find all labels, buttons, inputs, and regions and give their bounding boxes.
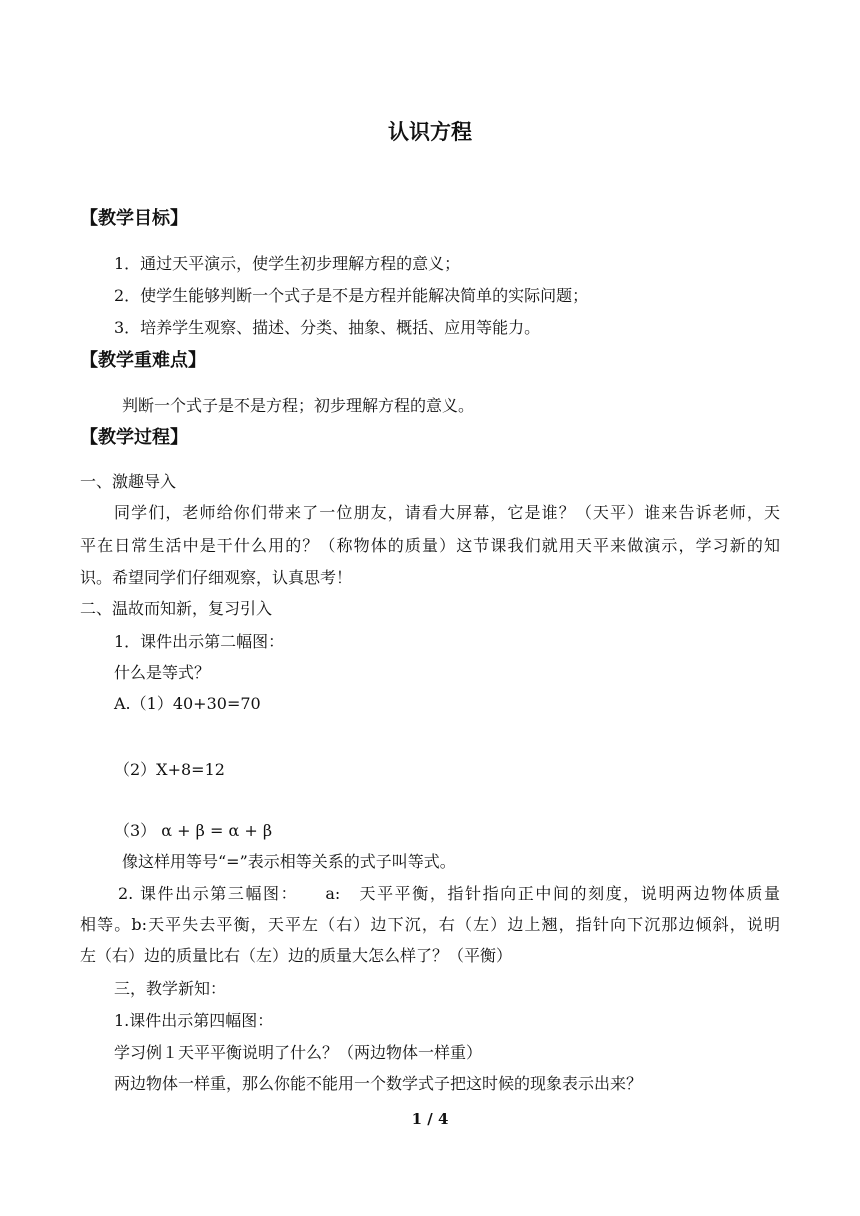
heading-key-points: 【教学重难点】 <box>80 350 206 371</box>
part3-title: 三，教学新知： <box>114 979 227 998</box>
part2-item-2-line-2: 相等。b:天平失去平衡，天平左（右）边下沉，右（左）边上翘，指针向下沉那边倾斜，说明 <box>80 915 780 934</box>
part2-item-2-line-1: 2. 课件出示第三幅图： a: 天平平衡，指针指向正中间的刻度，说明两边物体质量 <box>118 884 780 903</box>
equation-a2: （2）X+8=12 <box>114 760 225 779</box>
part3-line-2: 两边物体一样重，那么你能不能用一个数学式子把这时候的现象表示出来？ <box>114 1074 643 1093</box>
part2-question: 什么是等式？ <box>114 663 211 682</box>
part3-item-1: 1.课件出示第四幅图： <box>114 1011 274 1030</box>
equation-definition: 像这样用等号“=”表示相等关系的式子叫等式。 <box>122 852 456 871</box>
part1-para-line-3: 识。希望同学们仔细观察，认真思考！ <box>80 568 353 587</box>
part2-item-2-line-3: 左（右）边的质量比右（左）边的质量大怎么样了？（平衡） <box>80 946 513 965</box>
equation-a3: （3） α + β = α + β <box>114 821 273 840</box>
page-number: 1 / 4 <box>411 1110 449 1128</box>
part1-para-line-2: 平在日常生活中是干什么用的？（称物体的质量）这节课我们就用天平来做演示，学习新的知 <box>80 536 780 555</box>
goal-item-2: 2．使学生能够判断一个式子是不是方程并能解决简单的实际问题； <box>114 286 589 305</box>
part2-item-1: 1．课件出示第二幅图： <box>114 632 285 651</box>
heading-teaching-process: 【教学过程】 <box>80 427 188 448</box>
key-points-text: 判断一个式子是不是方程；初步理解方程的意义。 <box>122 396 475 415</box>
part3-line-1: 学习例１天平平衡说明了什么？（两边物体一样重） <box>114 1043 483 1062</box>
heading-teaching-goals: 【教学目标】 <box>80 208 188 229</box>
part1-title: 一、激趣导入 <box>80 472 177 491</box>
part1-para-line-1: 同学们，老师给你们带来了一位朋友，请看大屏幕，它是谁？（天平）谁来告诉老师，天 <box>114 503 780 522</box>
part2-title: 二、温故而知新，复习引入 <box>80 599 273 618</box>
document-title: 认识方程 <box>388 120 472 144</box>
goal-item-1: 1．通过天平演示，使学生初步理解方程的意义； <box>114 254 461 273</box>
goal-item-3: 3．培养学生观察、描述、分类、抽象、概括、应用等能力。 <box>114 318 541 337</box>
equation-a1: A.（1）40+30=70 <box>114 694 261 713</box>
